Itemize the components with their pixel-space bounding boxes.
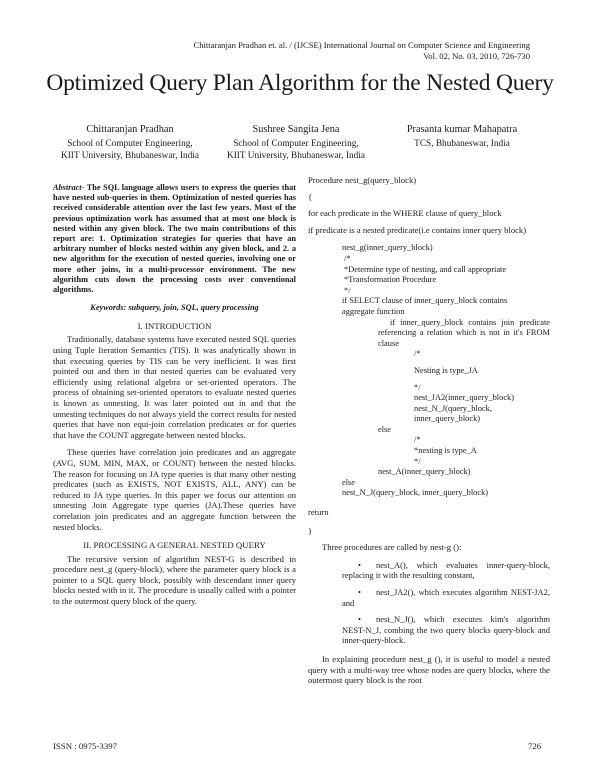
running-header (194, 40, 531, 62)
abstract-label: Abstract- (53, 183, 85, 192)
header-line-1: Chittaranjan Pradhan et. al. / (IJCSE) International Journal on Computer Science and Engineering (193, 40, 530, 50)
procedure-signature: Procedure nest_g(query_block) (308, 175, 417, 185)
code-line: /* (344, 253, 351, 263)
three-procedures-line: Three procedures are called by nest-g (): (322, 542, 462, 553)
author-name: Prasanta kumar Mahapatra (406, 124, 518, 135)
footer-page-number: 726 (528, 741, 542, 751)
code-block-1 (342, 243, 550, 317)
open-brace: { (308, 191, 313, 202)
code-line: */ (414, 382, 421, 392)
bullet-dot: • (358, 587, 361, 597)
code-line: nest_N_J(query_block, (414, 403, 492, 413)
paper-title: Optimized Query Plan Algorithm for the Nested Query (46, 70, 554, 96)
abstract (53, 183, 296, 295)
return-line: return (308, 507, 329, 518)
if-predicate-line: if predicate is a nested predicate(i.e contains inner query block) (308, 224, 527, 235)
if-inner-block-line: if inner_query_block contains join predicate referencing a relation which is not in it's FROM clause (378, 317, 550, 348)
code-line: *Transformation Procedure (344, 275, 437, 285)
abstract-text: The SQL language allows users to express the queries that have nested sub-queries in them. Optimization of nested queries has received considerable attention over the last few years. Most of the previous optimization work has assumed that at most one block is nested within any given block. The two main contributions of this report are: 1. Optimization strategies for queries that have an arbitrary number of blocks nested within any given block, and 2. a new algorithm for the execution of nested queries, involving one or more other joins, in a multi-processor environment. The new algorithm cuts down the processing costs over conventional algorithms. (53, 183, 296, 295)
code-line: if SELECT clause of inner_query_block contains (342, 296, 508, 306)
keywords: Keywords: subquery, join, SQL, query processing (90, 303, 259, 313)
list-item (342, 560, 550, 581)
section-2-heading: II. PROCESSING A GENERAL NESTED QUERY (83, 540, 266, 551)
list-item (342, 614, 550, 646)
code-line: nest_JA2(inner_query_block) (414, 393, 515, 403)
code-line: /* (414, 349, 421, 359)
close-brace: } (308, 525, 313, 536)
else-line: else (342, 477, 356, 487)
code-line: /* (414, 435, 421, 445)
for-each-line: for each predicate in the WHERE clause of query_block (308, 208, 502, 219)
footer-issn: ISSN : 0975-3397 (53, 741, 118, 751)
else-line: else (378, 424, 392, 434)
list-item (342, 587, 550, 608)
section-1-heading: I. INTRODUCTION (137, 320, 212, 331)
left-column (53, 183, 296, 607)
closing-paragraph: In explaining procedure nest_g (), it is useful to model a nested query with a multi-way tree whose nodes are query blocks, where the outermost query block is the root (308, 653, 550, 686)
code-line: aggregate function (342, 306, 405, 316)
bullet-text: nest_A(), which evaluates inner-query-block, replacing it with the resulting constant, (342, 559, 550, 581)
right-column (308, 175, 550, 686)
author-2 (206, 124, 386, 162)
bullet-text: nest_JA2(), which executes algorithm NEST-JA2, and (342, 587, 550, 608)
author-affiliation: KIIT University, Bhubaneswar, India (60, 151, 199, 161)
nest-nj-line: nest_N_J(query_block, inner_query_block) (342, 488, 489, 498)
code-line: */ (414, 456, 421, 466)
code-line: */ (344, 285, 351, 295)
intro-paragraph-1: Traditionally, database systems have executed nested SQL queries using Tuple Iteration Semantics (TIS). It was analytically shown in that executing queries by TIS can be very inefficient. It was first pointed out and then in that nested queries can be evaluated very efficiently using relational algebra or set-oriented operators. The process of obtaining set-oriented operators to evaluate nested queries is known as unnesting. It was later pointed out in and that the unnesting techniques do not always yield the correct results for nested queries that have non equi-join correlation predicates or for queries that have the COUNT aggregate between nested blocks. (53, 334, 296, 440)
bullet-text: nest_N_J(), which executes kim's algorithm NEST-N_J, combing the two query blocks query-block and inner-query-block. (342, 614, 550, 646)
author-name: Chittaranjan Pradhan (86, 124, 174, 135)
code-block-2 (414, 349, 550, 425)
author-affiliation: TCS, Bhubaneswar, India (414, 139, 510, 149)
intro-paragraph-2: These queries have correlation join predicates and an aggregate (AVG, SUM, MIN, MAX, or COUNT) between the nested blocks. The reason for focusing on JA type queries is that many other nesting predicates (such as EXISTS, NOT EXISTS, ALL, ANY) can be reduced to JA type queries. In this paper we focus our attention on unnesting Join Aggregate type queries (JA).These queries have correlation join predicates and an aggregate function between the nested blocks. (53, 447, 296, 532)
author-affiliation: School of Computer Engineering, (233, 139, 359, 149)
author-affiliation: KIIT University, Bhubaneswar, India (226, 151, 365, 161)
bullet-dot: • (358, 559, 361, 570)
code-block-3 (414, 435, 550, 467)
header-line-2: Vol. 02, No. 03, 2010, 726-730 (423, 51, 530, 61)
code-line: inner_query_block) (414, 414, 481, 424)
code-line: nest_g(inner_query_block) (342, 243, 433, 253)
bullet-list (342, 560, 550, 646)
author-3 (372, 124, 552, 150)
author-1 (40, 124, 220, 162)
code-line: *nesting is type_A (414, 446, 477, 456)
bullet-dot: • (358, 614, 361, 625)
code-line: nest_A(inner_query_block) (378, 467, 471, 477)
author-affiliation: School of Computer Engineering, (67, 139, 193, 149)
code-line: *Determine type of nesting, and call appropriate (344, 264, 507, 274)
section-2-paragraph: The recursive version of algorithm NEST-G is described in procedure nest_g (query-block), where the parameter query block is a pointer to a SQL query block, possibly with descendant inner query blocks nested with in it. The procedure is usually called with a pointer to the outermost query block of the query. (53, 553, 296, 607)
code-line: Nesting is type_JA (414, 365, 478, 375)
author-name: Sushree Sangita Jena (252, 124, 340, 135)
